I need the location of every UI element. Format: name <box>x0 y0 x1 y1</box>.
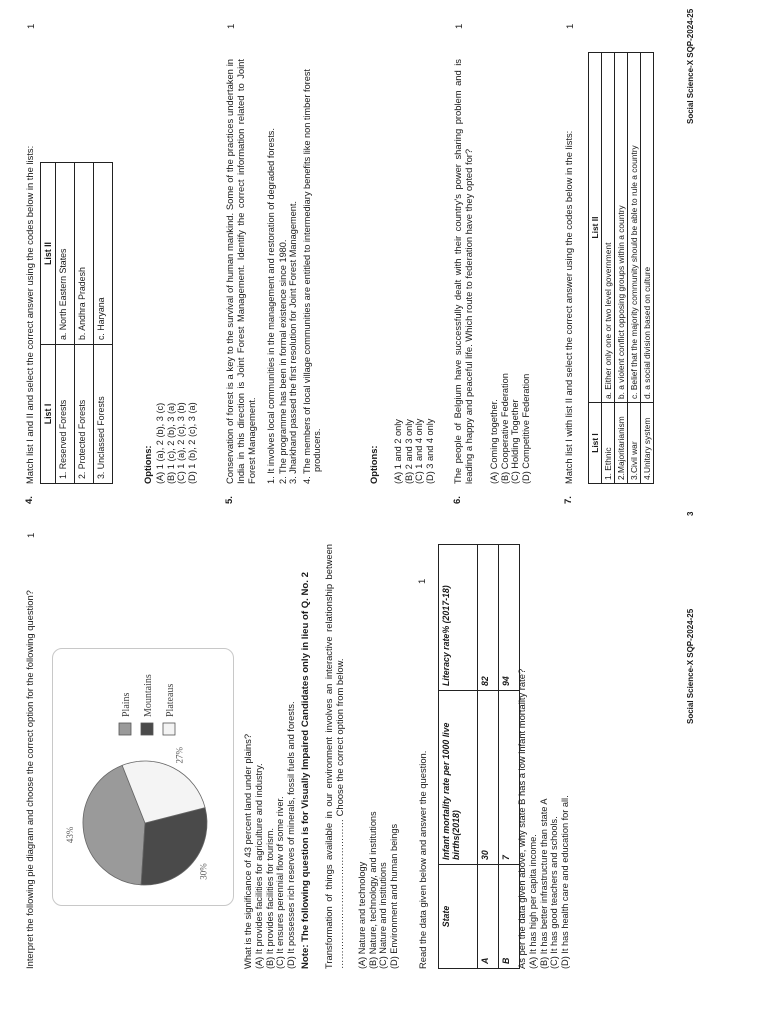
table-cell: A <box>478 865 499 969</box>
q6-option-b: (B) Cooperative Federation <box>499 373 510 484</box>
q5-option-c: (C) 1 and 4 only <box>414 418 425 484</box>
q5-point-2: 2. The programme has been in formal existence since 1980. <box>277 239 288 484</box>
note-heading: Note: The following question is for Visually Impaired Candidates only in lieu of Q. No. 2 <box>300 572 311 969</box>
q1-question: What is the significance of 43 percent land under plains? <box>242 733 253 969</box>
note-option-b: (B) Nature, technology, and institutions <box>367 811 378 969</box>
q3-option-c: (C) It has good teachers and schools. <box>549 816 560 969</box>
table-cell: b. Andhra Pradesh <box>75 163 94 345</box>
q4-mark: 1 <box>26 23 37 29</box>
page-number: 3 <box>686 511 695 516</box>
table-cell: b. a violent conflict opposing groups within a country <box>615 53 628 403</box>
table-cell: 82 <box>478 545 499 691</box>
table-header-row <box>41 163 56 484</box>
legend-label-plains: Plains <box>121 692 132 717</box>
q1-option-d: (D) It possesses rich reserves of minerals, fossil fuels and forests. <box>285 701 296 969</box>
note-options <box>357 549 399 969</box>
table-header: List I <box>41 345 56 484</box>
q4-options-label: Options: <box>142 445 153 484</box>
q7-number: 7. <box>563 496 574 504</box>
table-cell: 3.Civil war <box>628 403 641 484</box>
note-option-a: (A) Nature and technology <box>357 861 367 969</box>
q5-point-4: 4. The members of local village communities are entitled to intermediary benefits like non timber forest producers. <box>301 69 323 484</box>
table-cell: c. Belief that the majority community should be able to rule a country <box>628 53 641 403</box>
q6-options <box>489 184 531 484</box>
table-cell: 3. Unclassed Forests <box>94 345 113 484</box>
pie-data-label: 43% <box>64 826 75 844</box>
table-cell: 94 <box>499 545 520 691</box>
q1-option-c: (C) It ensures perennial flow of some river. <box>275 796 286 969</box>
q1-intro: Interpret the following pie diagram and choose the correct option for the following question? <box>24 590 35 969</box>
q7-table <box>588 52 654 484</box>
table-header: Infant mortality rate per 1000 live births(2018) <box>439 691 478 865</box>
legend-swatch-plateaus <box>163 723 175 735</box>
table-header-row <box>439 545 478 969</box>
pie-chart <box>53 649 233 905</box>
table-row <box>56 163 75 484</box>
q5-mark: 1 <box>226 23 237 29</box>
table-header: List II <box>41 163 56 345</box>
table-cell: 30 <box>478 691 499 865</box>
table-row <box>641 53 654 484</box>
footer-right: Social Science-X SQP-2024-25 <box>686 8 695 124</box>
footer-left: Social Science-X SQP-2024-25 <box>686 608 695 724</box>
legend-swatch-mountains <box>141 723 153 735</box>
table-cell: 4.Unitary system <box>641 403 654 484</box>
table-cell: 1. Ethnic <box>602 403 615 484</box>
q6-intro: The people of Belgium have successfully dealt with their country's power sharing problem and is leading a happy and peaceful life. Which route to federation have they opted for? <box>452 59 475 484</box>
q6-number: 6. <box>452 496 463 504</box>
q5-option-a: (A) 1 and 2 only <box>393 419 403 484</box>
q4-option-b: (B) 1 (c), 2 (b), 3 (a) <box>165 402 176 484</box>
q5-number: 5. <box>224 496 235 504</box>
pie-chart-frame <box>52 648 234 906</box>
table-cell: d. a social division based on culture <box>641 53 654 403</box>
table-cell: 7 <box>499 691 520 865</box>
q3-mark: 1 <box>417 578 428 584</box>
pie-data-label: 27% <box>174 747 185 764</box>
q3-question: As per the data given above, why state B has a low infant mortality rate? <box>516 668 527 969</box>
q3-intro: Read the data given below and answer the question. <box>417 750 428 969</box>
q6-option-c: (C) Holding Together <box>510 399 521 484</box>
pie-data-label: 30% <box>198 863 209 880</box>
q5-point-1: 1. It involves local communities in the management and restoration of degraded forests. <box>266 128 276 484</box>
q3-options <box>528 549 570 969</box>
q4-option-a: (A) 1 (a), 2 (b), 3 (c) <box>155 402 165 484</box>
q6-option-a: (A) Coming together. <box>489 399 499 484</box>
q5-option-d: (D) 3 and 4 only <box>424 418 435 484</box>
q4-option-d: (D) 1 (b), 2 (c), 3 (a) <box>186 402 197 484</box>
legend-label-plateaus: Plateaus <box>165 683 176 717</box>
note-option-c: (C) Nature and institutions <box>378 862 389 969</box>
q3-option-a: (A) It has high per capita income. <box>528 834 538 969</box>
table-cell: 2. Protected Forests <box>75 345 94 484</box>
q6-mark: 1 <box>454 23 465 29</box>
table-header: List I <box>589 403 602 484</box>
q1-option-b: (B) It provides facilities for tourism. <box>264 828 275 969</box>
q5-point-3: 3. Jharkhand passed the first resolution for Joint Forest Management. <box>288 201 299 484</box>
q5-options-label: Options: <box>368 445 379 484</box>
q4-option-c: (C) 1 (a), 2 (c), 3 (b) <box>176 402 187 484</box>
table-cell: 1. Reserved Forests <box>56 345 75 484</box>
table-header: List II <box>589 53 602 403</box>
table-cell: B <box>499 865 520 969</box>
q3-option-b: (B) It has better infrastructure than state A <box>538 798 549 969</box>
q5-points <box>266 59 323 484</box>
table-cell: c. Haryana <box>94 163 113 345</box>
q5-option-b: (B) 2 and 3 only <box>403 419 414 484</box>
note-text: Transformation of things available in our environment involves an interactive relationship between ………………………………………… Choose the correct option from below. <box>323 544 346 969</box>
q7-mark: 1 <box>565 23 576 29</box>
table-row <box>615 53 628 484</box>
q1-mark: 1 <box>26 532 37 538</box>
q4-number: 4. <box>24 496 35 504</box>
note-option-d: (D) Environment and human beings <box>388 823 399 969</box>
legend-swatch-plains <box>119 723 131 735</box>
q4-intro: Match list I and II and select the correct answer using the codes below in the lists: <box>24 145 35 484</box>
q5-options <box>393 184 435 484</box>
table-row <box>94 163 113 484</box>
q3-option-d: (D) It has health care and education for all. <box>559 795 570 969</box>
q1-options <box>254 549 296 969</box>
table-header: Literacy rate% (2017-18) <box>439 545 478 691</box>
table-cell: 2.Majoritarianism <box>615 403 628 484</box>
table-row <box>628 53 641 484</box>
table-row <box>478 545 499 969</box>
table-cell: a. Either only one or two level government <box>602 53 615 403</box>
q5-intro: Conservation of forest is a key to the survival of human mankind. Some of the practices undertaken in India in this direction is Joint Forest Management. Identify the correct information related to Joint Forest Management. <box>224 59 258 484</box>
q7-intro: Match list I with list II and select the correct answer using the codes below in the lists: <box>563 130 574 484</box>
q4-table <box>40 162 113 484</box>
q3-table <box>438 544 520 969</box>
table-row <box>75 163 94 484</box>
q4-options <box>155 184 197 484</box>
q1-option-a: (A) It provides facilities for agriculture and industry. <box>254 763 264 969</box>
q6-option-d: (D) Competitive Federation <box>520 373 531 484</box>
table-header-row <box>589 53 602 484</box>
table-header: State <box>439 865 478 969</box>
legend-label-mountains: Mountains <box>143 674 154 717</box>
table-cell: a. North Eastern States <box>56 163 75 345</box>
table-row <box>602 53 615 484</box>
